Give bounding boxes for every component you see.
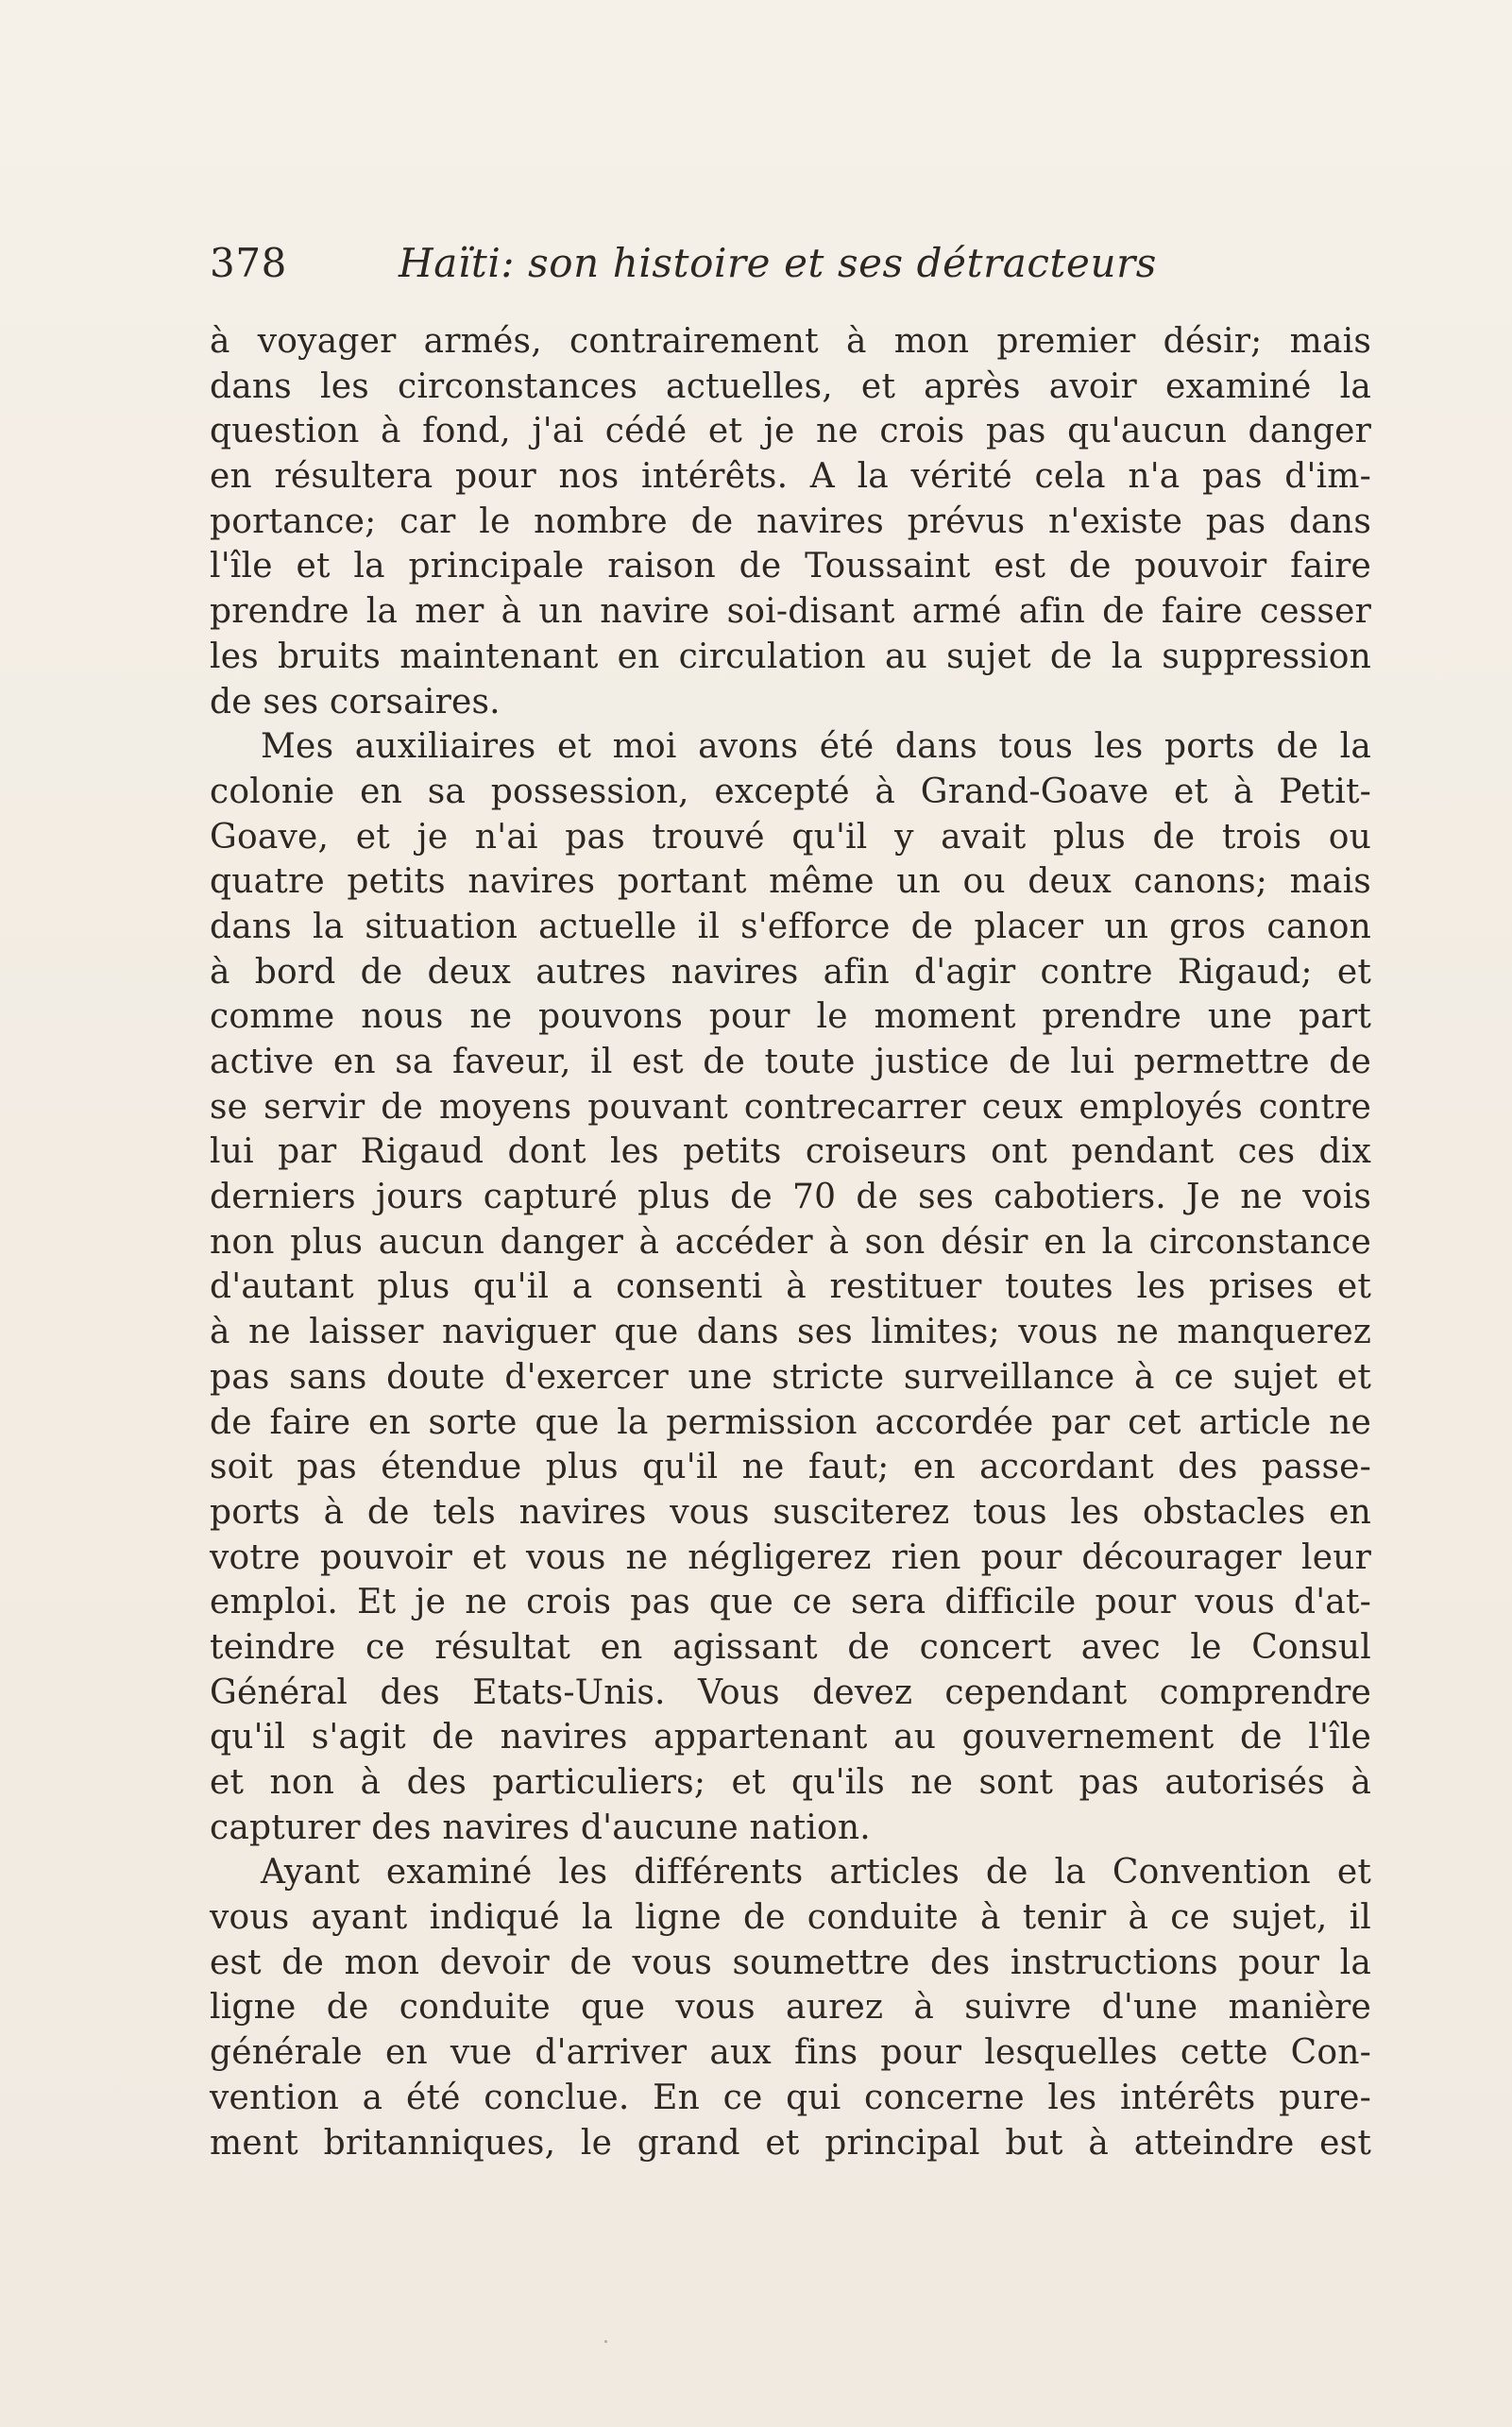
text-line: de faire en sorte que la permission accordée par cet article ne [210, 1402, 1371, 1442]
text-line: comme nous ne pouvons pour le moment prendre une part [210, 997, 1371, 1037]
text-line: de ses corsaires. [210, 682, 501, 721]
paper-speck [604, 2340, 607, 2343]
text-line: en résultera pour nos intérêts. A la vérité cela n'a pas d'im- [210, 457, 1371, 497]
text-line: prendre la mer à un navire soi-disant armé afin de faire cesser [210, 592, 1371, 632]
page-header [210, 240, 1381, 297]
text-line: est de mon devoir de vous soumettre des instructions pour la [210, 1943, 1371, 1982]
text-line: à bord de deux autres navires afin d'agir contre Rigaud; et [210, 952, 1371, 992]
text-line: ligne de conduite que vous aurez à suivre d'une manière [210, 1988, 1371, 2028]
text-line: se servir de moyens pouvant contrecarrer ceux employés contre [210, 1087, 1371, 1127]
text-line: question à fond, j'ai cédé et je ne crois pas qu'aucun danger [210, 412, 1371, 451]
text-line: ment britanniques, le grand et principal but à atteindre est [210, 2123, 1371, 2163]
text-line: colonie en sa possession, excepté à Grand-Goave et à Petit- [210, 772, 1371, 811]
text-line: qu'il s'agit de navires appartenant au gouvernement de l'île [210, 1718, 1371, 1757]
text-line: quatre petits navires portant même un ou deux canons; mais [210, 862, 1371, 902]
text-line: Mes auxiliaires et moi avons été dans tous les ports de la [261, 727, 1371, 767]
text-line: et non à des particuliers; et qu'ils ne sont pas autorisés à [210, 1763, 1371, 1802]
text-line: lui par Rigaud dont les petits croiseurs ont pendant ces dix [210, 1132, 1371, 1172]
text-line: les bruits maintenant en circulation au sujet de la suppression [210, 636, 1371, 676]
text-line: emploi. Et je ne crois pas que ce sera difficile pour vous d'at- [210, 1583, 1371, 1622]
body-text [210, 319, 1371, 2165]
text-line: Goave, et je n'ai pas trouvé qu'il y avait plus de trois ou [210, 817, 1371, 857]
text-line: active en sa faveur, il est de toute justice de lui permettre de [210, 1043, 1371, 1081]
text-line: à ne laisser naviguer que dans ses limites; vous ne manquerez [210, 1313, 1371, 1352]
text-line: générale en vue d'arriver aux fins pour lesquelles cette Con- [210, 2033, 1371, 2073]
text-line: Général des Etats-Unis. Vous devez cependant comprendre [210, 1672, 1371, 1712]
text-line: votre pouvoir et vous ne négligerez rien pour décourager leur [210, 1537, 1371, 1577]
text-line: capturer des navires d'aucune nation. [210, 1808, 871, 1847]
text-line: non plus aucun danger à accéder à son désir en la circonstance [210, 1222, 1371, 1262]
text-line: dans la situation actuelle il s'efforce de placer un gros canon [210, 907, 1371, 946]
text-line: derniers jours capturé plus de 70 de ses cabotiers. Je ne vois [210, 1178, 1371, 1217]
text-line: dans les circonstances actuelles, et après avoir examiné la [210, 366, 1371, 406]
text-line: vention a été conclue. En ce qui concerne les intérêts pure- [210, 2078, 1371, 2117]
text-line: portance; car le nombre de navires prévus n'existe pas dans [210, 501, 1371, 541]
text-line: pas sans doute d'exercer une stricte surveillance à ce sujet et [210, 1357, 1371, 1397]
text-line: Ayant examiné les différents articles de la Convention et [261, 1853, 1371, 1892]
text-line: à voyager armés, contrairement à mon premier désir; mais [210, 322, 1371, 361]
text-line: teindre ce résultat en agissant de concert avec le Consul [210, 1627, 1371, 1667]
text-line: l'île et la principale raison de Toussaint est de pouvoir faire [210, 547, 1371, 586]
page-number: 378 [210, 240, 287, 286]
text-line: d'autant plus qu'il a consenti à restituer toutes les prises et [210, 1267, 1371, 1307]
running-title: Haïti: son histoire et ses détracteurs [399, 240, 1157, 286]
text-line: ports à de tels navires vous susciterez tous les obstacles en [210, 1492, 1371, 1532]
text-line: soit pas étendue plus qu'il ne faut; en accordant des passe- [210, 1448, 1371, 1487]
text-line: vous ayant indiqué la ligne de conduite à tenir à ce sujet, il [210, 1898, 1371, 1938]
